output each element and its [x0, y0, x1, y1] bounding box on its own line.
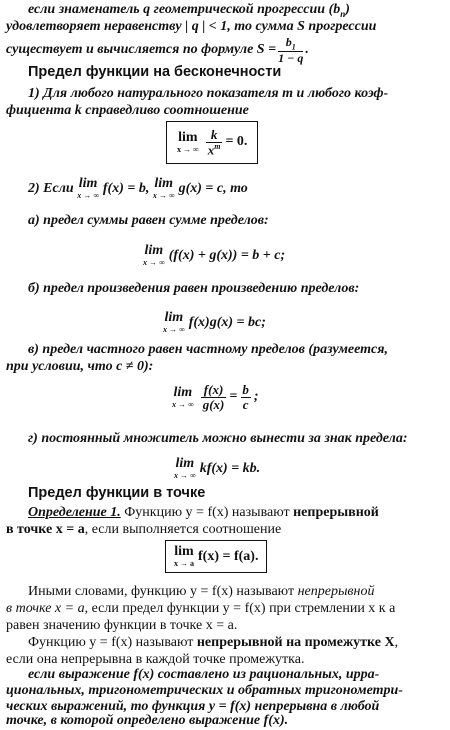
- formula-c-lim-sub: x → ∞: [172, 399, 194, 409]
- item1-line-2: фициента k справедливо соотношение: [6, 103, 249, 118]
- formula-c-eq: =: [229, 389, 238, 405]
- formula-c-fraction-right: [240, 383, 251, 411]
- item-c-line-1: в) предел частного равен частному пределов (разумеется,: [28, 342, 388, 357]
- para2-line-1: [28, 635, 398, 651]
- para3-line-4: точке, в которой определено выражение f(x).: [6, 713, 289, 728]
- definition-line-1-bold: непрерывной: [293, 505, 379, 520]
- item2-lim-1: [77, 177, 99, 200]
- continuity-lim: [174, 545, 194, 568]
- para3-line-1: если выражение f(x) составлено из рациональных, ирра-: [28, 667, 380, 682]
- definition-line-2-rest: , если выполняется соотношение: [84, 522, 282, 537]
- item-c-line-2: при условии, что c ≠ 0):: [6, 359, 154, 374]
- item-b-text: б) предел произведения равен произведению пределов:: [28, 281, 360, 296]
- formula-c-lim: [172, 386, 194, 409]
- formula-d: [174, 457, 260, 480]
- para2-line-1-a: Функцию y = f(x) называют: [28, 635, 197, 650]
- fraction-numerator: k: [210, 127, 218, 142]
- den-x: x: [207, 141, 215, 157]
- lim-sub: x → ∞: [177, 144, 199, 154]
- item-a-text: а) предел суммы равен сумме пределов:: [28, 213, 269, 228]
- definition-line-2: [6, 522, 281, 538]
- formula-c: [172, 383, 259, 411]
- formula-b-lim-sub: x → ∞: [163, 325, 185, 334]
- formula-c-end: ;: [253, 389, 259, 405]
- item2-pre: 2) Если: [28, 180, 74, 196]
- para1-line-2: [6, 601, 395, 617]
- formula-d-lim-word: lim: [175, 456, 195, 471]
- den-sup: m: [214, 141, 221, 151]
- sum-num-b: b: [285, 35, 292, 49]
- formula-c-rden: c: [242, 396, 249, 412]
- formula-a: [143, 244, 285, 267]
- formula-d-lim: [174, 457, 196, 480]
- intro-line-3: [6, 36, 309, 64]
- intro-line-3-end: .: [305, 42, 309, 58]
- lim-operator: [177, 131, 199, 154]
- formula-b-lim-word: lim: [164, 310, 184, 325]
- item2-expr-2: g(x) = c, то: [178, 180, 248, 196]
- formula-a-lim-word: lim: [144, 243, 164, 258]
- item2-lim-2: [153, 177, 175, 200]
- item-d-text: г) постоянный множитель можно вынести за знак предела:: [28, 431, 408, 446]
- definition-line-2-bold: в точке x = a: [6, 522, 85, 537]
- intro-line-1-end: ): [345, 2, 350, 17]
- sum-num-sub: 1: [291, 42, 296, 52]
- lim-word: lim: [178, 129, 198, 145]
- formula-a-expr: (f(x) + g(x)) = b + c;: [168, 247, 286, 263]
- item2-lim-2-sub: x → ∞: [152, 191, 175, 200]
- para1-line-1-b: непрерывной: [297, 584, 375, 599]
- continuity-lim-sub: x → a: [174, 559, 194, 568]
- formula-c-lim-word: lim: [173, 384, 193, 400]
- section-heading-point: Предел функции в точке: [28, 485, 206, 501]
- formula-b: [163, 311, 266, 334]
- item2-expr-1: f(x) = b,: [102, 180, 150, 196]
- fraction-denominator: [206, 142, 223, 157]
- item2-line: [28, 177, 248, 200]
- sum-formula-numerator: [286, 36, 296, 51]
- continuity-expr: f(x) = f(a).: [198, 548, 259, 564]
- formula-c-num: f(x): [203, 382, 224, 397]
- definition-line-1: [28, 505, 379, 521]
- sum-formula-fraction: [278, 36, 303, 64]
- formula-c-den: g(x): [202, 396, 225, 412]
- intro-line-1-text: если знаменатель q геометрической прогрессии (b: [28, 2, 341, 17]
- formula-d-expr: kf(x) = kb.: [199, 460, 261, 476]
- formula-b-expr: f(x)g(x) = bc;: [188, 314, 266, 330]
- para1-line-1-a: Иными словами, функцию y = f(x) называют: [28, 584, 298, 599]
- formula-a-lim: [143, 244, 165, 267]
- para1-line-2-b: , если предел функции y = f(x) при стремлении x к a: [84, 601, 396, 616]
- formula-a-lim-sub: x → ∞: [143, 258, 165, 267]
- formula-continuity: [165, 540, 267, 573]
- item1-line-1: 1) Для любого натурального показателя m и любого коэф-: [28, 86, 389, 101]
- para3-line-3: ческих выражений, то функция y = f(x) непрерывна в любой: [6, 699, 380, 714]
- para1-line-3: равен значению функции в точке x = a.: [6, 618, 238, 633]
- para3-line-2: циональных, тригонометрических и обратных тригонометри-: [6, 683, 403, 698]
- item2-lim-2-word: lim: [154, 176, 174, 191]
- para2-line-1-c: ,: [394, 635, 399, 650]
- item2-lim-1-sub: x → ∞: [77, 191, 99, 200]
- intro-line-2: удовлетворяет неравенству | q | < 1, то сумма S прогрессии: [6, 19, 377, 34]
- formula-c-rnum: b: [242, 382, 249, 397]
- formula-lim-k-over-x-m: [166, 121, 258, 164]
- fraction-k-x-m: [206, 128, 223, 157]
- formula-b-lim: [163, 311, 185, 334]
- para2-line-2: если она непрерывна в каждой точке промежутка.: [6, 652, 305, 667]
- formula-d-lim-sub: x → ∞: [174, 471, 196, 480]
- para2-line-1-b: непрерывной на промежутке X: [196, 635, 395, 650]
- formula1-rhs: = 0.: [225, 134, 248, 150]
- para1-line-2-a: в точке x = a: [6, 601, 85, 616]
- formula-c-fraction-left: [201, 383, 227, 411]
- intro-line-3-text: существует и вычисляется по формуле S =: [6, 42, 277, 58]
- continuity-lim-word: lim: [174, 544, 194, 559]
- intro-line-1-sub: n: [340, 8, 346, 19]
- section-heading-infinity: Предел функции на бесконечности: [28, 64, 282, 80]
- definition-line-1-rest: Функцию y = f(x) называют: [120, 505, 294, 520]
- definition-label: Определение 1.: [28, 505, 121, 520]
- item2-lim-1-word: lim: [78, 176, 98, 191]
- para1-line-1: [28, 584, 374, 600]
- sum-formula-denominator: 1 − q: [278, 51, 304, 66]
